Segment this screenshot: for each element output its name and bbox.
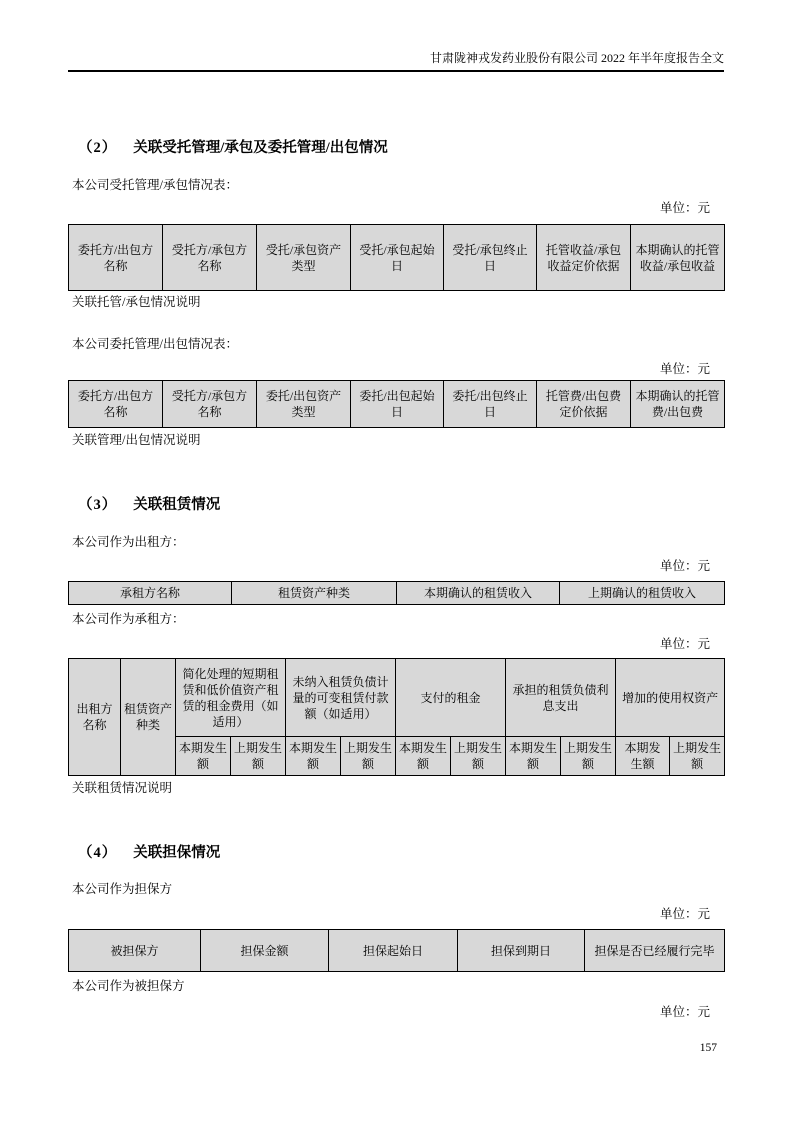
guaranteed-intro: 本公司作为被担保方	[72, 979, 185, 993]
column-header: 本期确认的托管费/出包费	[631, 381, 725, 428]
column-header: 托管收益/承包收益定价依据	[537, 225, 631, 291]
lessee-intro: 本公司作为承租方：	[72, 612, 185, 626]
column-header: 出租方名称	[69, 659, 121, 776]
table-group-header-row	[69, 659, 725, 737]
unit-label-1: 单位：元	[659, 201, 710, 215]
lease-note: 关联租赁情况说明	[72, 781, 173, 795]
column-group-header: 增加的使用权资产	[616, 659, 725, 737]
section-2-number: （2）	[78, 140, 118, 156]
section-4-heading	[78, 845, 724, 861]
column-subheader: 本期发生额	[506, 737, 561, 776]
column-header: 担保到期日	[458, 930, 585, 972]
column-header: 委托方/出包方名称	[69, 225, 163, 291]
lessor-table	[68, 581, 725, 605]
guarantor-table	[68, 929, 725, 972]
column-header: 委托/出包资产类型	[257, 381, 351, 428]
section-3-heading	[78, 497, 724, 513]
lessor-intro: 本公司作为出租方：	[72, 535, 185, 549]
lessee-table	[68, 658, 725, 776]
column-subheader: 上期发生额	[451, 737, 506, 776]
table-header-row	[69, 381, 725, 428]
section-4-title: 关联担保情况	[133, 845, 221, 861]
page-header-title: 甘肃陇神戎发药业股份有限公司 2022 年半年度报告全文	[68, 0, 724, 72]
delegated-management-table	[68, 380, 725, 428]
column-subheader: 上期发生额	[670, 737, 725, 776]
column-header: 委托方/出包方名称	[69, 381, 163, 428]
column-group-header: 未纳入租赁负债计量的可变租赁付款额（如适用）	[286, 659, 396, 737]
column-header: 租赁资产种类	[232, 582, 397, 605]
section-2-title: 关联受托管理/承包及委托管理/出包情况	[133, 140, 388, 156]
delegated-table-intro: 本公司委托管理/出包情况表：	[72, 337, 238, 351]
column-header: 托管费/出包费定价依据	[537, 381, 631, 428]
entrusted-note: 关联托管/承包情况说明	[72, 295, 201, 309]
column-group-header: 简化处理的短期租赁和低价值资产租赁的租金费用（如适用）	[176, 659, 286, 737]
column-subheader: 上期发生额	[561, 737, 616, 776]
column-header: 担保是否已经履行完毕	[585, 930, 725, 972]
column-header: 受托/承包资产类型	[257, 225, 351, 291]
column-header: 承租方名称	[69, 582, 232, 605]
column-header: 委托/出包起始日	[351, 381, 444, 428]
column-header: 本期确认的托管收益/承包收益	[631, 225, 725, 291]
unit-label-5: 单位：元	[659, 907, 710, 921]
column-header: 受托方/承包方名称	[163, 381, 257, 428]
section-3-number: （3）	[78, 497, 118, 513]
table-header-row	[69, 582, 725, 605]
column-subheader: 本期发生额	[616, 737, 670, 776]
column-header: 受托/承包终止日	[444, 225, 537, 291]
entrusted-table-intro: 本公司受托管理/承包情况表：	[72, 178, 238, 192]
column-group-header: 支付的租金	[396, 659, 506, 737]
column-header: 受托/承包起始日	[351, 225, 444, 291]
column-header: 本期确认的租赁收入	[397, 582, 560, 605]
column-header: 委托/出包终止日	[444, 381, 537, 428]
column-header: 担保金额	[201, 930, 329, 972]
section-3-title: 关联租赁情况	[133, 497, 221, 513]
unit-label-4: 单位：元	[659, 637, 710, 651]
column-subheader: 本期发生额	[286, 737, 341, 776]
column-header: 上期确认的租赁收入	[560, 582, 725, 605]
table-header-row	[69, 225, 725, 291]
column-header: 担保起始日	[329, 930, 458, 972]
column-subheader: 上期发生额	[231, 737, 286, 776]
section-4-number: （4）	[78, 845, 118, 861]
column-header: 被担保方	[69, 930, 201, 972]
column-header: 租赁资产种类	[121, 659, 176, 776]
unit-label-2: 单位：元	[659, 362, 710, 376]
table-header-row	[69, 930, 725, 972]
section-2-heading	[78, 140, 724, 156]
page-number: 157	[699, 1042, 717, 1054]
unit-label-6: 单位：元	[659, 1005, 710, 1019]
guarantor-intro: 本公司作为担保方	[72, 882, 173, 896]
column-subheader: 本期发生额	[176, 737, 231, 776]
column-subheader: 本期发生额	[396, 737, 451, 776]
column-header: 受托方/承包方名称	[163, 225, 257, 291]
unit-label-3: 单位：元	[659, 559, 710, 573]
column-subheader: 上期发生额	[341, 737, 396, 776]
column-group-header: 承担的租赁负债利息支出	[506, 659, 616, 737]
delegated-note: 关联管理/出包情况说明	[72, 433, 201, 447]
entrusted-management-table	[68, 224, 725, 291]
